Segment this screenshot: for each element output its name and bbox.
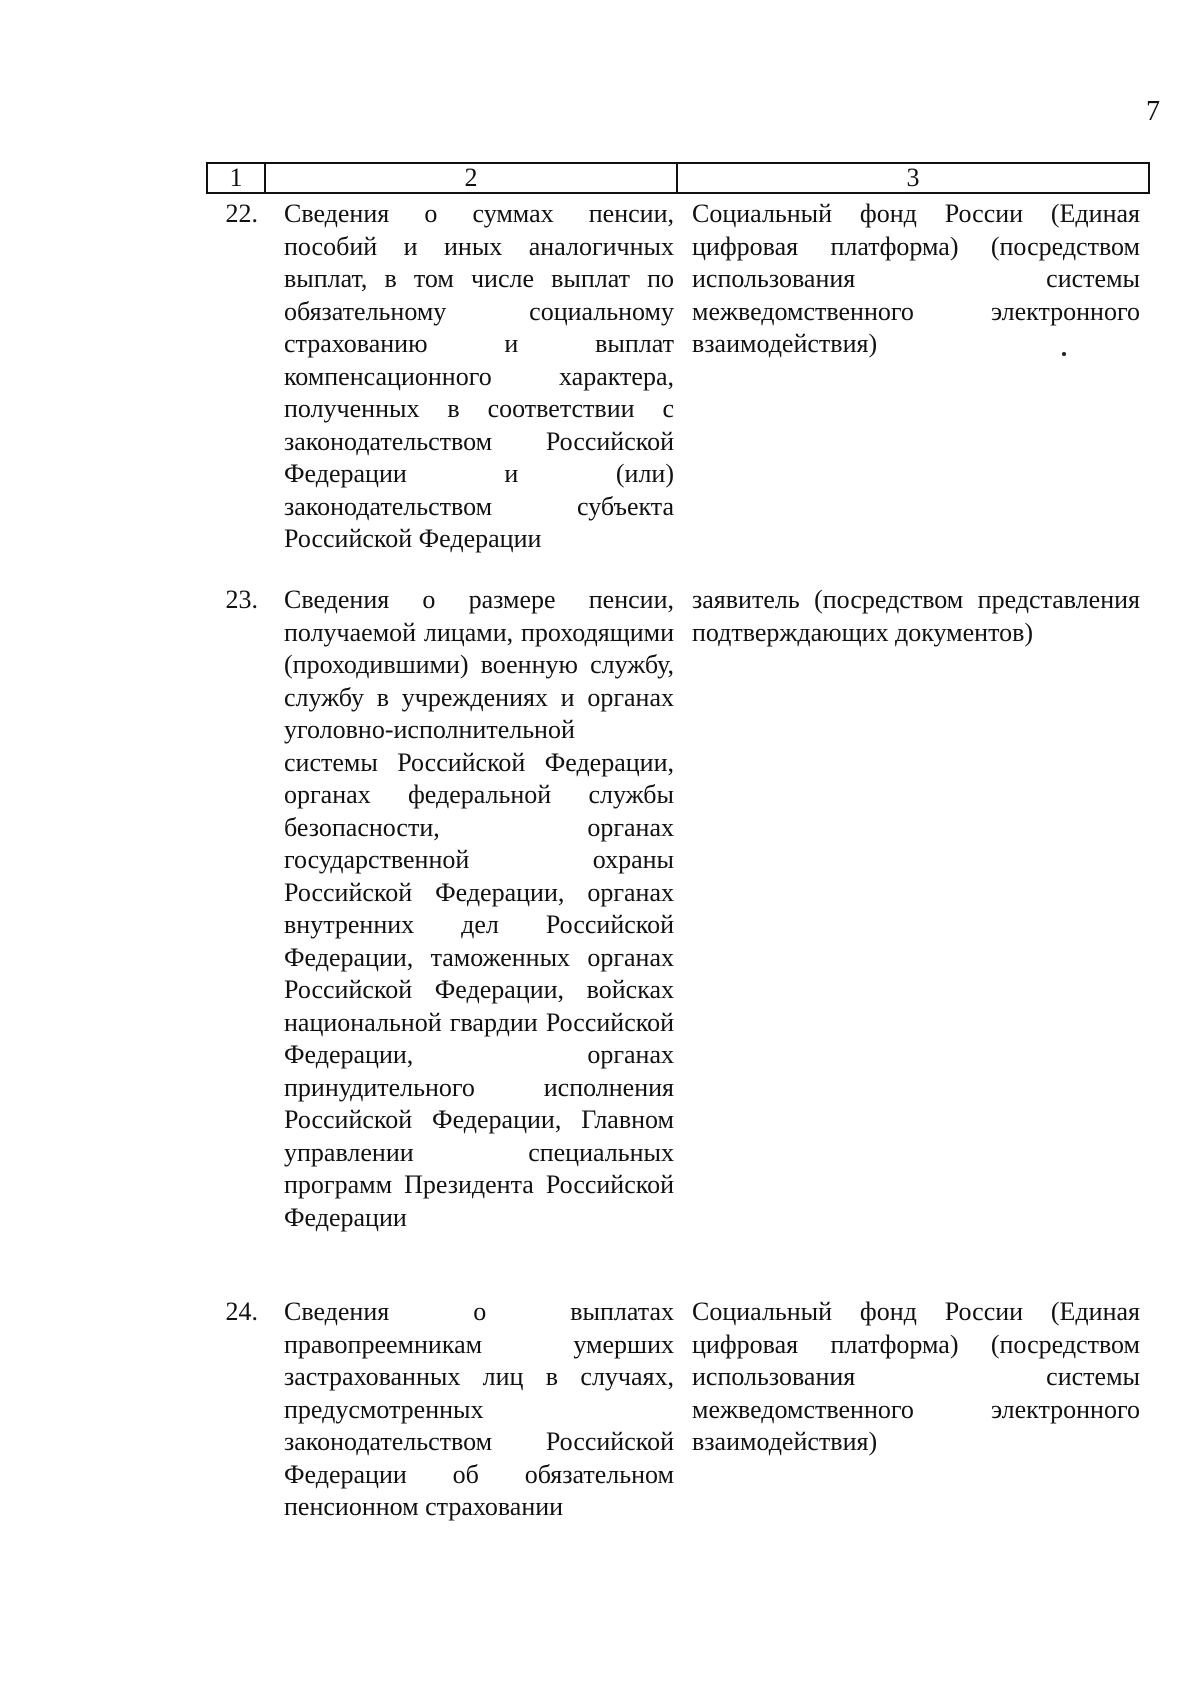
row-number: 24. xyxy=(225,1297,258,1326)
header-col-2: 2 xyxy=(266,164,678,192)
row-source-text: заявитель (посредством представления подтверждающих документов) xyxy=(692,585,1140,647)
row-number: 22. xyxy=(225,199,258,228)
table-row xyxy=(206,1296,1150,1524)
header-col-1: 1 xyxy=(208,164,266,192)
row-source-text: Социальный фонд России (Единая цифровая платформа) (посредством использования системы межведомственного электронного взаимодействия) xyxy=(692,1297,1140,1456)
row-info-text: Сведения о суммах пенсии, пособий и иных аналогичных выплат, в том числе выплат по обязательному социальному страхованию и выплат компенсационного характера, полученных в соответствии с законодательством Российской Федерации и (или) законодательством субъекта Российской Федерации xyxy=(284,199,674,553)
row-source-text: Социальный фонд России (Единая цифровая платформа) (посредством использования системы межведомственного электронного взаимодействия) xyxy=(692,199,1140,358)
table-header-row xyxy=(206,162,1150,194)
row-info-text: Сведения о выплатах правопреемникам умерших застрахованных лиц в случаях, предусмотренных законодательством Российской Федерации об обязательном пенсионном страховании xyxy=(284,1297,674,1521)
scan-speck xyxy=(1062,352,1066,356)
table-row xyxy=(206,584,1150,1234)
page-number: 7 xyxy=(1146,96,1160,127)
row-info-text: Сведения о размере пенсии, получаемой лицами, проходящими (проходившими) военную службу, службу в учреждениях и органах уголовно-исполнительной системы Российской Федерации, органах федеральной службы безопасности, органах государственной охраны Российской Федерации, органах внутренних дел Российской Федерации, таможенных органах Российской Федерации, войсках национальной гвардии Российской Федерации, органах принудительного исполнения Российской Федерации, Главном управлении специальных программ Президента Российской Федерации xyxy=(284,585,674,1232)
row-number: 23. xyxy=(225,585,258,614)
table-row xyxy=(206,198,1150,556)
header-col-3: 3 xyxy=(906,163,920,192)
